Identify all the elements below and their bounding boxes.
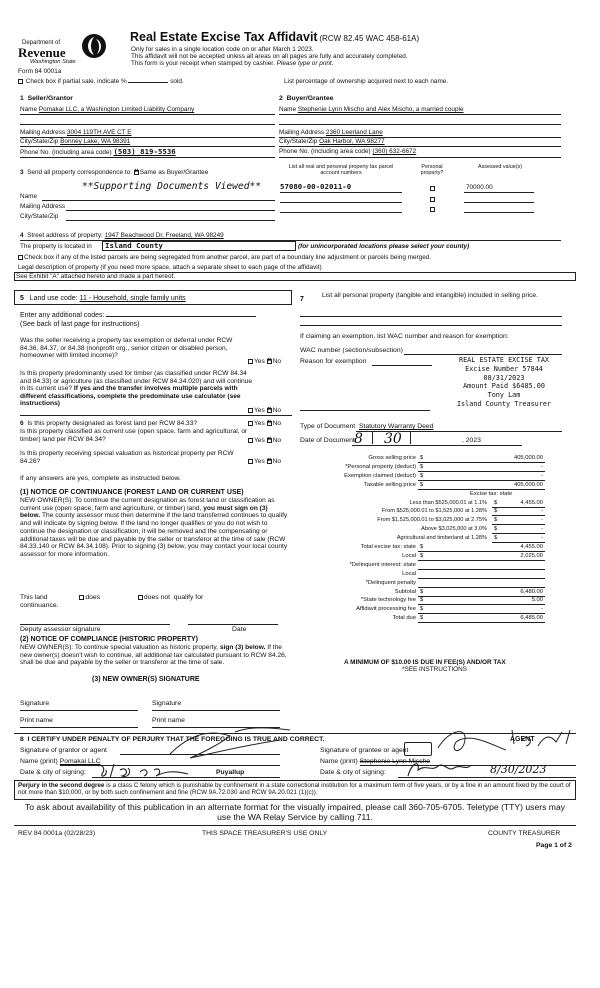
q1-yes-checkbox[interactable] [248,359,253,364]
grantee-date[interactable]: 8/30/2023 [490,763,547,776]
excise-tax-header: Excise tax: state [470,490,513,497]
calc-row-value[interactable]: - [541,463,543,470]
buyer-city[interactable]: Oak Harbor, WA 98277 [319,138,385,145]
seller-mailing[interactable]: 3004 119TH AVE CT E [66,129,132,136]
q2-no-checkbox[interactable] [267,408,272,413]
tier-dollar: $ [494,508,498,515]
page-number: Page 1 of 2 [536,842,572,849]
calc-row-dollar: $ [420,463,424,470]
header-line3: This form is your receipt when stamped by cashier. [131,60,275,67]
revision-label: REV 84 0001a (02/28/23) [18,830,96,837]
unincorporated-note: (for unincorporated locations please select your county) [298,243,470,250]
calc-row-dollar: $ [420,615,424,622]
calc-row-value[interactable]: 4,455.00 [520,544,543,550]
calc-row-label: Exemption claimed (deduct) [344,472,416,479]
buyer-phone[interactable]: (360) 632-6672 [372,148,417,155]
segregated-checkbox[interactable] [18,255,23,260]
calc-row-dollar: $ [420,588,424,595]
calc-row-value[interactable]: 5.00 [531,597,543,604]
does-qualify-checkbox[interactable] [79,595,84,600]
seller-city[interactable]: Bonney Lake, WA 98391 [60,138,131,145]
grantor-city[interactable]: Puyallup [216,769,245,776]
calc-row-label: Total excise tax: state [360,544,416,550]
tier-dollar: $ [494,526,498,533]
county-select[interactable]: Island County [105,241,163,250]
form-number: Form 84 0001a [18,68,62,75]
q2-yes-checkbox[interactable] [248,408,253,413]
calc-row-dollar: $ [420,455,424,461]
calc-row-dollar: $ [420,552,424,559]
buyer-name[interactable]: Stephenie Lynn Mischo and Alex Mischo, a married couple [297,106,464,113]
calc-row-dollar: $ [420,606,424,613]
assessed-col-header: Assessed value(s) [477,164,523,170]
calc-row-value[interactable]: 2,025.00 [520,552,543,559]
q3-yes-checkbox[interactable] [248,421,253,426]
calc-row-dollar: $ [420,597,424,604]
calc-row-label: Gross selling price [368,455,416,461]
calc-row-label: Local [402,570,416,577]
tier-value[interactable]: - [541,508,543,515]
historic-question: Is this property receiving special valuation as historical property per RCW 84.26? [20,450,234,465]
new-owner-sig-title: (3) NEW OWNER(S) SIGNATURE [92,676,200,683]
doc-date-day[interactable]: 30 [384,431,402,447]
doc-date-month[interactable]: 8 [354,431,363,447]
calc-row-dollar: $ [420,481,424,488]
affidavit-page: Department of Revenue Washington State Form 84 0001a Real Estate Excise Tax Affidavit (RCW 82.45 WAC 458-61A) Only for sales in a single location code on or after March 1 2023. This affidavit will not be accepted unless all areas on all pages are fully and accurately completed. This form is your receipt when stamped by cashier. Please type or print. Check box if partial sale, indicate % sold. List percentage of ownership acquired next to each name. 1 Seller/Grantor Name Pomakai LLC, a Washington Limited Liability Company Mailing Address 3004 119TH AVE CT E City/State/Zip Bonney Lake, WA 98391 Phone No. (including area code) (503) 819-5536 2 Buyer/Grantee Name Stephenie Lynn Mischo and Alex Mischo, a married couple Mailing Address 2360 Leerland Lane City/State/Zip Oak Harbor, WA 98277 Phone No. (including area code) (360) 632-6672 3 Send all property correspondence to: × Same as Buyer/Grantee **Supporting Documents Viewed** Name Mailing Address City/State/Zip List all real and personal property tax parcel account numbers Personal property? Assessed value(s) 57080-00-02011-0 70000.00 4 Street address of property: 1947 Beachwood Dr, Freeland, WA 98249 The property is located in Island County (for unincorporated locations please select your county) Check box if any of the listed parcels are being segregated from another parcel, are part of a boundary line adjustment or parcels being merged. Legal description of property (if you need more space, attach a separate sheet to each page of the affidavit) See Exhibit "A" attached hereto and made a part hereof. 5 Land use code: 11 - Household, single family units Enter any additional codes: (See back of last page for instructions) Was the seller receiving a property tax exemption or deferral under RCW 84.36, 84.37, or 84.38 (nonprofit org., senior citizen or disabled person, homeowner with limited income)? Yes × No Is this property predominantly used for timber (as classified under RCW 84.34 and 84.33) or agriculture (as classified under RCW 84.34.020) and will continue in its current use? If yes and the transfer involves multiple parcels with different classifications, complete the predominate use calculator (see instructions) Yes × No 6 Is this property designated as forest land per RCW 84.33? Yes × No Is this property classified as current use (open space, farm and agricultural, or timber) land per RCW 84.34? Yes × No Is this property receiving special valuation as historical property per RCW 84.26? Yes × No If any answers are yes, complete as instructed below. (1) NOTICE OF CONTINUANCE (FOREST LAND OR CURRENT USE) NEW OWNER(S): To continue the current designation as forest land or classification as current use (open space, farm and agriculture, or timber) land, you must sign on (3) below. The county assessor must then determine if the land transferred continues to qualify and will indicate by signing below. If the land no longer qualifies or you do not wish to continue the designation or classification, it will be removed and the compensating or additional taxes will be due and payable by the seller or transferor at the time of sale (RCW 84.33.140 or RCW 84.34.108). Prior to signing (3) below, you may contact your local county assessor for more information. This land does does not qualify for continuance. Deputy assessor signature Date (2) NOTICE OF COMPLIANCE (HISTORIC PROPERTY) NEW OWNER(S): To continue special valuation as historic property, sign (3) below. If the new owner(s) doesn't wish to continue, all additional tax calculated pursuant to RCW 84.26, shall be due and payable by the seller or transferor at the time of sale. (3) NEW OWNER(S) SIGNATURE Signature Signature Print name Print name 7 List all personal property (tangible and intangible) included in selling price. If claiming an exemption, list WAC number and reason for exemption: WAC number (section/subsection) Reason for exemption REAL ESTATE EXCISE TAX Excise Number 57844 08/31/2023 Amount Paid $6485.00 Tony Lam Island County Treasurer Type of Document Statutory Warranty Deed Date of Document 8 30 , 2023 Gross selling price $ 405,000.00 *Personal property (deduct) $ - Exemption claimed (deduct) $ - Taxable selling price $ 405,000.00 Excise tax: state Less than $525,000.01 at 1.1% $ 4,455.00 From $525,000.01 to $1,525,000 at 1.28% $ - From $1,525,000.01 to $3,025,000 at 2.75% $ - Above $3,025,000 at 3.0% $ - Agricultural and timberland at 1.28% $ - Total excise tax: state $ 4,455.00 Local $ 2,025.00 *Delinquent interest: state Local *Delinquent penalty Subtotal $ 6,480.00 *State technology fee $ 5.00 Affidavit processing fee $ - Total due $ 6,485.00 A MINIMUM OF $10.00 IS DUE IN FEE(S) AND/OR TAX *SEE INSTRUCTIONS 8 I CERTIFY UNDER PENALTY OF PERJURY THAT THE FOREGOING IS TRUE AND CORRECT. AGENT Signature of grantor or agent Name (print) Pomakai LLC Date & city of signing: Puyallup Signature of grantee or agent Name (print) Stephenie Lynn Mischo Date & city of signing: 8/30/2023 Perjury in the second degree is a class C felony which is punishable by confinement in a state correctional institution for a maximum term of five years, or by a fine in an amount fixed by the court of not more than $10,000, or by both such confinement and fine (RCW 9A.72.030 and RCW 9A.20.021 (1)(c)). To ask about availability of this publication in an alternate format for the visually impaired, please call 360-705-6705. Teletype (TTY) users may use the WA Relay Service by calling 711. REV 84 0001a (02/28/23) THIS SPACE TREASURER'S USE ONLY COUNTY TREASURER Page 1 of 2 [0,0,600,988]
q4-no-checkbox[interactable] [267,438,272,443]
partial-sale-checkbox[interactable] [18,79,23,84]
land-use-code[interactable]: 11 - Household, single family units [79,295,186,302]
treasurer-use-label: THIS SPACE TREASURER'S USE ONLY [202,830,328,837]
q3-no-checkbox[interactable] [267,421,272,426]
tier-dollar: $ [494,517,498,524]
timber-question: Is this property predominantly used for timber (as classified under RCW 84.34 and 84.33) or agriculture (as classified under RCW 84.34.020) and will continue in its current use? [20,370,253,393]
exemption-label: If claiming an exemption, list WAC number and reason for exemption: [300,333,509,340]
seller-name-row: Name Pomakai LLC, a Washington Limited Liability Company [20,106,195,113]
supporting-docs-note: **Supporting Documents Viewed** [82,181,262,192]
dor-logo-icon [80,32,108,60]
personal-checkbox-3[interactable] [430,207,435,212]
partial-sale-suffix: sold. [170,78,184,85]
form-citation: (RCW 82.45 WAC 458-61A) [319,34,420,43]
tier-label: Less than $525,000.01 at 1.1% [409,499,487,506]
calc-row-label: *Delinquent penalty [365,579,416,586]
calc-row-dollar: $ [420,472,424,479]
calc-row-label: Taxable selling price [363,481,416,488]
tier-label: From $525,000.01 to $1,525,000 at 1.28% [381,508,487,515]
grantor-signature-icon [150,724,300,762]
form-title: Real Estate Excise Tax Affidavit [130,30,318,44]
partial-sale-label: Check box if partial sale, indicate % [25,78,127,85]
ownership-note: List percentage of ownership acquired next to each name. [284,78,449,85]
notice1-title: (1) NOTICE OF CONTINUANCE (FOREST LAND OR CURRENT USE) [20,489,244,496]
calc-row-label: *Delinquent interest: state [349,561,416,568]
calc-row-value[interactable]: 6,485.00 [520,615,543,622]
dept-line1: Department of [22,40,61,46]
same-as-buyer-checkbox[interactable] [134,170,139,175]
notice1-body: NEW OWNER(S): To continue the current designation as forest land or classification as current use (open space, farm and agriculture, or timber) land, you must sign on (3) below. The county assessor must then determine if the land transferred continues to qualify and will indicate by signing below. If the land no longer qualifies or you do not wish to continue the designation or classification, it will be removed and the compensating or additional taxes will be due and payable by the seller or transferor at the time of sale (RCW 84.33.140 or RCW 84.34.108). Prior to signing (3) below, you may contact your local county assessor for more information. [20,497,288,558]
personal-property-label: List all personal property (tangible and intangible) included in selling price. [322,292,538,299]
dept-revenue: Revenue [18,45,66,60]
calc-row-label: Local [402,552,416,559]
calc-row-label: *State technology fee [360,597,416,604]
exemption-question: Was the seller receiving a property tax exemption or deferral under RCW 84.36, 84.37, or 84.38 (nonprofit org., senior citizen or disabled person, homeowner with limited income)? [20,337,233,360]
perjury-notice: Perjury in the second degree is a class C felony which is punishable by confinement in a state correctional institution for a maximum term of five years, or by a fine in an amount fixed by the court of not more than $10,000, or by both such confinement and fine (RCW 9A.72.030 and RCW 9A.20.021 (1)(c)). [18,782,571,797]
calc-row-value[interactable]: 405,000.00 [513,455,543,461]
calc-row-value[interactable]: - [541,606,543,613]
buyer-heading: Buyer/Grantee [286,95,334,102]
calc-row-value[interactable]: 405,000.00 [513,481,543,488]
street-address[interactable]: 1947 Beachwood Dr, Freeland, WA 98249 [104,232,224,239]
calc-row-label: Total due [392,615,416,622]
seller-heading: Seller/Grantor [27,95,73,102]
calc-row-label: Subtotal [394,588,416,595]
tier-value[interactable]: - [541,535,543,542]
parcel-number[interactable]: 57080-00-02011-0 [280,182,352,191]
personal-checkbox-1[interactable] [430,186,435,191]
does-not-qualify-checkbox[interactable] [138,595,143,600]
tier-value[interactable]: - [541,526,543,533]
buyer-mailing[interactable]: 2360 Leerland Lane [325,129,383,136]
dept-state: Washington State [30,59,76,65]
q1-no-checkbox[interactable] [267,359,272,364]
grantor-print-name[interactable]: Pomakai LLC [59,758,101,765]
calc-row-value[interactable]: - [541,472,543,479]
calc-row-label: Affidavit processing fee [356,606,416,613]
seller-phone[interactable]: (503) 819-5536 [113,147,176,156]
tier-value[interactable]: 4,455.00 [520,499,543,506]
header-line3b: Please type or print. [276,60,334,67]
parcel-col-header: List all real and personal property tax parcel account numbers [288,164,394,177]
seller-name[interactable]: Pomakai LLC, a Washington Limited Liability Company [38,106,195,113]
forest-question: Is this property designated as forest land per RCW 84.33? [27,420,198,427]
calc-row-value[interactable]: 6,480.00 [520,588,543,595]
correspondence-label: Send all property correspondence to: [27,169,132,176]
county-treasurer-label: COUNTY TREASURER [488,830,561,837]
treasurer-stamp: REAL ESTATE EXCISE TAX Excise Number 57844 08/31/2023 Amount Paid $6485.00 Tony Lam Island County Treasurer [456,356,552,409]
alt-format-notice: To ask about availability of this publication in an alternate format for the visually impaired, please call 360-705-6705. Teletype (TTY) users may use the WA Relay Service by calling 711. [24,802,566,822]
grantee-signature-icon [430,724,580,758]
notice2-title: (2) NOTICE OF COMPLIANCE (HISTORIC PROPERTY) [20,636,198,643]
header-line1: Only for sales in a single location code on or after March 1 2023. [131,46,314,53]
q5-yes-checkbox[interactable] [248,459,253,464]
assessed-value[interactable]: 70000.00 [466,184,493,191]
calc-row-dollar: $ [420,544,424,550]
legal-description[interactable]: See Exhibit "A" attached hereto and made a part hereof. [16,273,176,280]
document-type[interactable]: Statutory Warranty Deed [358,423,434,430]
legal-description-label: Legal description of property (if you need more space, attach a separate sheet to each page of the affidavit) [18,264,322,271]
tier-dollar: $ [494,499,498,506]
calc-row-label: *Personal property (deduct) [345,463,416,470]
header-line2: This affidavit will not be accepted unless all areas on all pages are fully and accurately completed. [131,53,408,60]
tier-label: Agricultural and timberland at 1.28% [396,535,487,542]
tier-dollar: $ [494,535,498,542]
certify-statement: I CERTIFY UNDER PENALTY OF PERJURY THAT THE FOREGOING IS TRUE AND CORRECT. [27,736,325,743]
current-use-question: Is this property classified as current use (open space, farm and agricultural, or timber) land per RCW 84.34? [20,428,248,443]
tier-label: From $1,525,000.01 to $3,025,000 at 2.75% [377,517,487,524]
grantee-print-name[interactable]: Stephenie Lynn Mischo [359,758,431,765]
notice2-body: NEW OWNER(S): To continue special valuation as historic property, sign (3) below. If the new owner(s) doesn't wish to continue, all additional tax calculated pursuant to RCW 84.26, shall be due and payable by the seller or transferor at the time of sale. [20,644,287,667]
tier-label: Above $3,025,000 at 3.0% [421,526,487,533]
q4-yes-checkbox[interactable] [248,438,253,443]
minimum-notice: A MINIMUM OF $10.00 IS DUE IN FEE(S) AND/OR TAX [344,659,506,666]
personal-checkbox-2[interactable] [430,197,435,202]
agent-label: AGENT [510,736,535,743]
tier-value[interactable]: - [541,517,543,524]
personal-col-header: Personal property? [420,164,444,177]
